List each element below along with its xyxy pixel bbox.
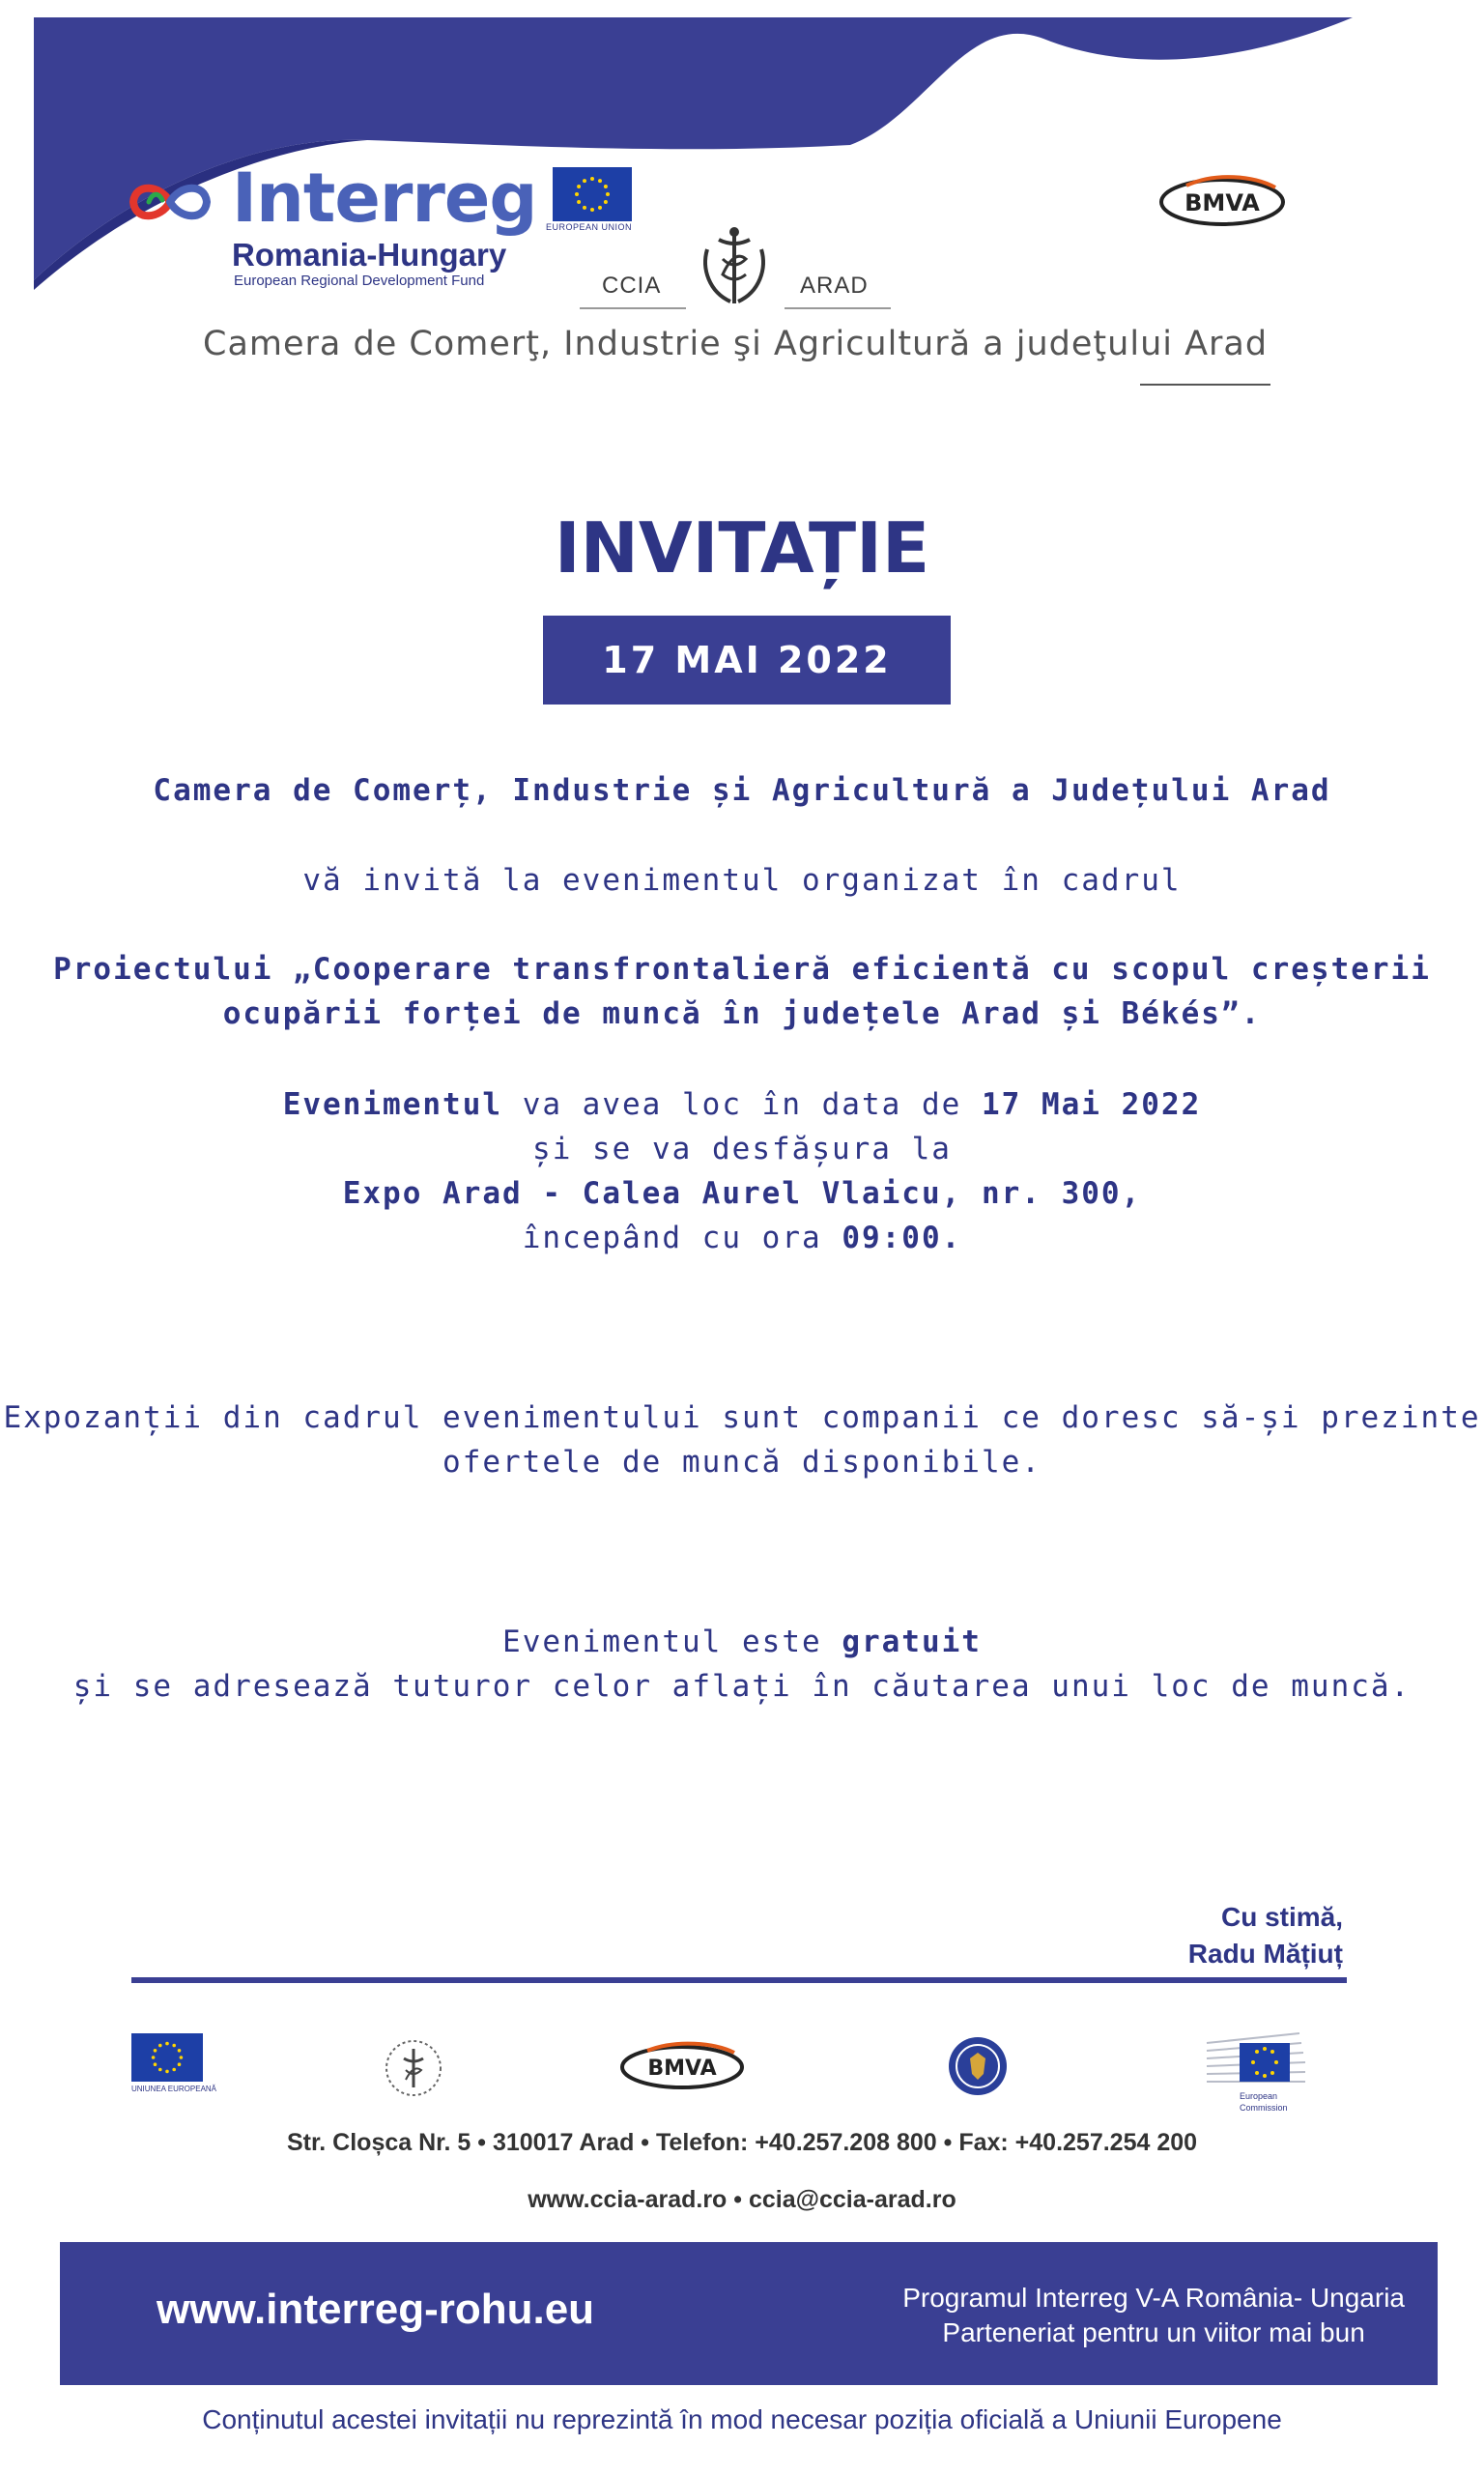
event-word: Evenimentul [282, 1087, 503, 1122]
ec-label-1: European [1240, 2091, 1278, 2101]
footer-eu-flag-icon [131, 2033, 203, 2082]
project-line-2: ocupării forței de muncă în județele Arad și Békés”. [222, 996, 1262, 1031]
program-line-1: Programul Interreg V-A România- Ungaria [902, 2283, 1405, 2313]
audience-line: și se adresează tuturor celor aflați în căutarea unui loc de muncă. [72, 1669, 1412, 1704]
footer-eu-stars-icon [150, 2040, 185, 2075]
location-intro: și se va desfășura la [532, 1132, 952, 1166]
ccia-caduceus-icon [688, 220, 781, 313]
date-badge: 17 MAI 2022 [543, 616, 951, 705]
free-intro: Evenimentul este [502, 1625, 842, 1659]
event-date: 17 Mai 2022 [981, 1087, 1202, 1122]
footer-band [60, 2242, 1438, 2385]
romanian-government-seal-icon [947, 2035, 1009, 2097]
free-line [0, 1620, 1484, 1664]
time-intro: începând cu ora [522, 1221, 842, 1255]
footer-eu-label: UNIUNEA EUROPEANĂ [131, 2085, 217, 2093]
ccia-rule-right [785, 307, 891, 309]
contact-web-email: www.ccia-arad.ro • ccia@ccia-arad.ro [528, 2186, 956, 2213]
invitation-title: INVITAȚIE [554, 507, 930, 589]
signature-name: Radu Mățiuț [1187, 1939, 1343, 1969]
interreg-infinity-icon [126, 177, 214, 227]
eu-label: EUROPEAN UNION [546, 222, 633, 232]
event-location: Expo Arad - Calea Aurel Vlaicu, nr. 300, [342, 1176, 1142, 1211]
event-date-line [0, 1082, 1484, 1127]
event-mid: va avea loc în data de [502, 1087, 982, 1122]
bmva-logo-text: BMVA [1184, 189, 1260, 216]
european-commission-logo [1203, 2029, 1309, 2118]
invite-line: vă invită la evenimentul organizat în cadrul [302, 863, 1182, 898]
program-info [902, 2281, 1405, 2350]
exhibitors-line-1: Expozanții din cadrul evenimentului sunt companii ce doresc să-și prezinte [3, 1400, 1481, 1435]
chamber-name-header: Camera de Comerţ, Industrie şi Agricultură a judeţului Arad [203, 325, 1269, 363]
event-time-line [0, 1216, 1484, 1260]
footer-ccia-logo-icon [383, 2037, 444, 2099]
interreg-wordmark: Interreg [232, 158, 537, 238]
eu-stars-icon [573, 175, 612, 214]
ccia-rule-left [580, 307, 686, 309]
event-time: 09:00. [842, 1221, 962, 1255]
free-word: gratuit [842, 1625, 982, 1659]
arad-label: ARAD [800, 273, 869, 299]
footer-bmva-logo-text: BMVA [647, 2057, 717, 2081]
organizer-name: Camera de Comerț, Industrie și Agricultură a Județului Arad [153, 773, 1331, 808]
signature-greeting: Cu stimă, [1220, 1902, 1343, 1932]
ec-label-2: Commission [1240, 2103, 1288, 2113]
eu-flag-icon [553, 167, 632, 221]
contact-address: Str. Cloșca Nr. 5 • 310017 Arad • Telefon: +40.257.208 800 • Fax: +40.257.254 200 [286, 2129, 1198, 2156]
eu-disclaimer: Conținutul acestei invitații nu reprezintă în mod necesar poziția oficială a Uniunii Europene [202, 2404, 1282, 2434]
signature [1188, 1899, 1343, 1972]
interreg-fund: European Regional Development Fund [234, 273, 485, 289]
interreg-website-link[interactable]: www.interreg-rohu.eu [157, 2286, 595, 2333]
chamber-underline [1140, 384, 1270, 386]
ccia-label: CCIA [602, 273, 662, 299]
project-line-1: Proiectului „Cooperare transfrontalieră eficientă cu scopul creșterii [53, 952, 1431, 987]
interreg-region: Romania-Hungary [232, 237, 507, 273]
footer-bmva-logo [618, 2039, 746, 2091]
footer-rule [131, 1977, 1347, 1983]
program-line-2: Parteneriat pentru un viitor mai bun [942, 2317, 1365, 2347]
bmva-logo [1157, 172, 1287, 228]
exhibitors-line-2: ofertele de muncă disponibile. [442, 1445, 1042, 1480]
